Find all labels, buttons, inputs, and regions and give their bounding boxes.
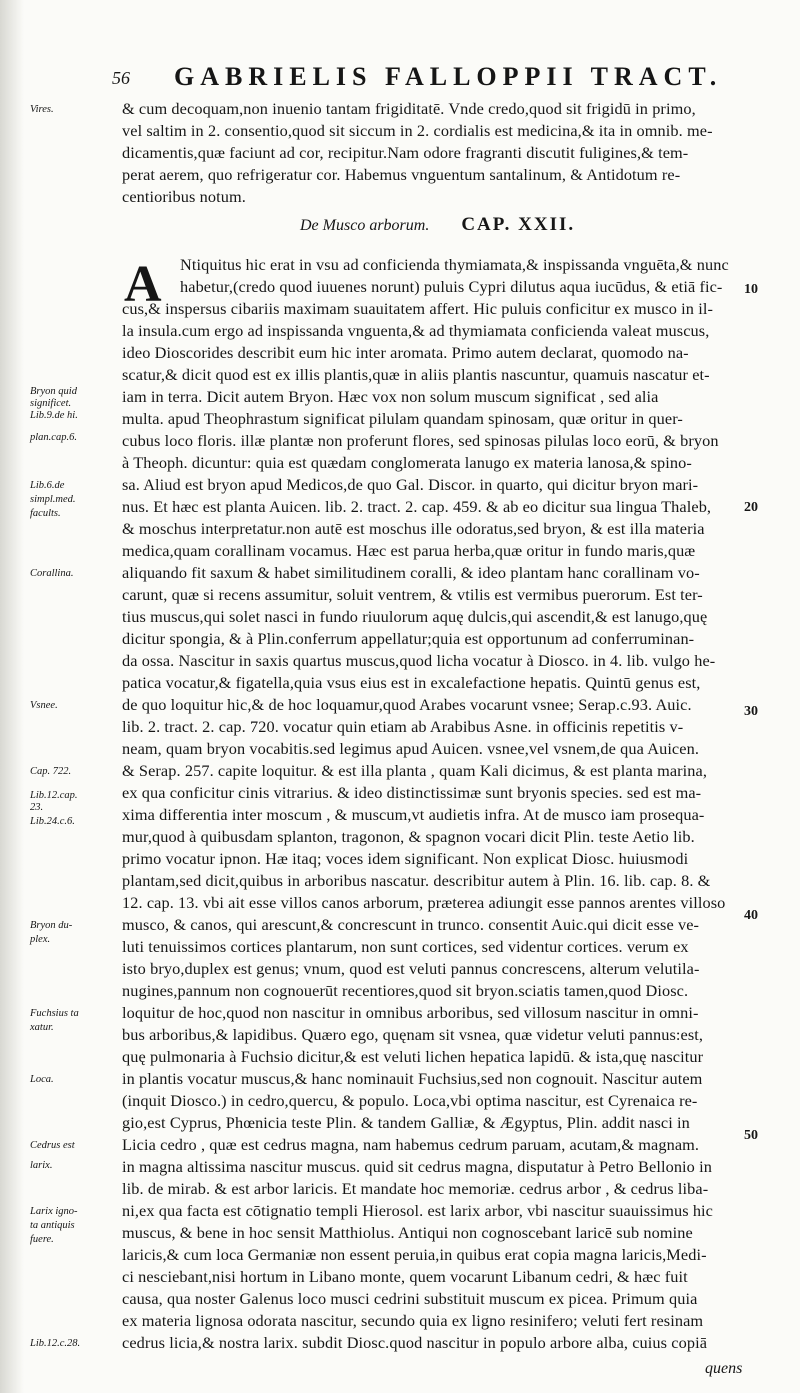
margin-note: Fuchsius ta	[30, 1008, 79, 1019]
margin-note: Loca.	[30, 1074, 54, 1085]
chapter-heading	[300, 214, 600, 240]
text-line: neam, quam bryon vocabitis.sed legimus apud Auicen. vsnee,vel vsnem,de qua Auicen.	[122, 739, 700, 758]
margin-note: Corallina.	[30, 568, 74, 579]
text-line: cubus loco floris. illæ plantæ non proferunt flores, sed spinosas pilulas loco eorū, & bryon	[122, 431, 719, 450]
text-line: plantam,sed dicit,quibus in arboribus nascatur. describitur autem à Plin. 16. lib. cap. 8. &	[122, 871, 711, 890]
line-number: 20	[744, 500, 758, 515]
text-line: habetur,(credo quod iuuenes norunt) puluis Cypri dilutus aqua iucūdus, & etiā fic-	[180, 277, 723, 296]
line-number: 40	[744, 908, 758, 923]
text-line: dicitur spongia, & à Plin.conferrum appellatur;quia est opportunum ad conferruminan-	[122, 629, 695, 648]
margin-note: Lib.12.c.28.	[30, 1338, 81, 1349]
text-line: quę pulmonaria à Fuchsio dicitur,& est veluti lichen hepatica lapidū. & ista,quę nascitur	[122, 1047, 704, 1066]
text-line: cedrus licia,& nostra larix. subdit Diosc.quod nascitur in populo arbore alba, cuius copiā	[122, 1333, 708, 1352]
text-line: gio,est Cyprus, Phœnicia teste Plin. & tandem Galliæ, & Ægyptus, Plin. addit nasci in	[122, 1113, 690, 1132]
text-line: multa. apud Theophrastum significat pilulam quandam spinosam, quæ oritur in quer-	[122, 409, 683, 428]
margin-note: fuere.	[30, 1234, 54, 1245]
text-line: perat aerem, quo refrigeratur cor. Habemus vnguentum santalinum, & Antidotum re-	[122, 165, 681, 184]
text-line: de quo loquitur hic,& de hoc loquamur,quod Arabes vocarunt vsnee; Serap.c.93. Auic.	[122, 695, 692, 714]
text-line: ideo Dioscorides describit eum hic inter aromata. Primo autem declarat, quomodo na-	[122, 343, 689, 362]
margin-note: ta antiquis	[30, 1220, 75, 1231]
text-line: nus. Et hæc est planta Auicen. lib. 2. tract. 2. cap. 459. & ab eo dicitur sua lingua Thaleb,	[122, 497, 712, 516]
text-line: (inquit Diosco.) in cedro,quercu, & populo. Loca,vbi optima nascitur, est Cyrenaica re-	[122, 1091, 698, 1110]
margin-note: xatur.	[30, 1022, 54, 1033]
margin-note: facults.	[30, 508, 61, 519]
text-line: Licia cedro , quæ est cedrus magna, nam habemus cedrum paruam, acutam,& magnam.	[122, 1135, 700, 1154]
text-line: da ossa. Nascitur in saxis quartus muscus,quod licha vocatur à Diosco. in 4. lib. vulgo he-	[122, 651, 716, 670]
text-line: sa. Aliud est bryon apud Medicos,de quo Gal. Discor. in quarto, qui dicitur bryon mari-	[122, 475, 699, 494]
text-line: muscus, & bene in hoc sensit Matthiolus. Antiqui non cognoscebant laricē sub nomine	[122, 1223, 693, 1242]
text-line: loquitur de hoc,quod non nascitur in omnibus arboribus, sed villosum nascitur in omni-	[122, 1003, 699, 1022]
margin-note: Cap. 722.	[30, 766, 72, 777]
margin-note: simpl.med.	[30, 494, 76, 505]
line-number: 10	[744, 282, 758, 297]
text-line: iam in terra. Dicit autem Bryon. Hæc vox non solum muscum significat , sed alia	[122, 387, 659, 406]
text-line: & Serap. 257. capite loquitur. & est illa planta , quam Kali dicimus, & est planta marina,	[122, 761, 708, 780]
text-line: vel saltim in 2. consentio,quod sit siccum in 2. cordialis est medicina,& ita in omnib. me-	[122, 121, 713, 140]
text-line: laricis,& cum loca Germaniæ non essent peruia,in quibus erat copia magna laricis,Medi-	[122, 1245, 707, 1264]
margin-note: plex.	[30, 934, 51, 945]
margin-note: Larix igno-	[30, 1206, 78, 1217]
text-line: dicamentis,quæ faciunt ad cor, recipitur.Nam odore fragranti discutit fuligines,& tem-	[122, 143, 689, 162]
text-line: in magna altissima nascitur muscus. quid sit cedrus magna, disputatur à Petro Bellonio in	[122, 1157, 712, 1176]
text-line: 12. cap. 13. vbi ait esse villos canos arborum, præterea adiungit esse pannos arentes villoso	[122, 893, 726, 912]
margin-note: Bryon quid	[30, 386, 77, 397]
page-number: 56	[112, 68, 130, 88]
drop-cap: A	[124, 256, 162, 313]
text-line: ex materia lignosa odorata nascitur, secundo quia ex ligno resinifero; veluti fert resinam	[122, 1311, 704, 1330]
margin-note: significet.	[30, 398, 72, 409]
text-line: in plantis vocatur muscus,& hanc nominauit Fuchsius,sed non cognouit. Nascitur autem	[122, 1069, 703, 1088]
text-line: tius muscus,qui solet nasci in fundo riuulorum aquę dulcis,qui ascendit,& est lanugo,quę	[122, 607, 708, 626]
margin-note: plan.cap.6.	[30, 432, 77, 443]
text-line: lib. de mirab. & est arbor laricis. Et mandate hoc memoriæ. cedrus arbor , & cedrus liba-	[122, 1179, 709, 1198]
line-number: 50	[744, 1128, 758, 1143]
text-line: centioribus notum.	[122, 187, 246, 206]
text-line: aliquando fit saxum & habet similitudinem coralli, & ideo plantam hanc corallinam vo-	[122, 563, 700, 582]
margin-note: Lib.9.de hi.	[30, 410, 78, 421]
catchword: quens	[705, 1360, 743, 1377]
text-line: Ntiquitus hic erat in vsu ad conficienda thymiamata,& inspissanda vnguēta,& nunc	[180, 255, 729, 274]
text-line: musco, & canos, qui arescunt,& concrescunt in trunco. consentit Auic.qui dicit esse ve-	[122, 915, 700, 934]
text-line: & cum decoquam,non inuenio tantam frigiditatē. Vnde credo,quod sit frigidū in primo,	[122, 99, 696, 118]
text-line: causa, qua noster Galenus loco musci cedrini substituit muscum ex picea. Primum quia	[122, 1289, 698, 1308]
margin-note: 23.	[30, 802, 44, 813]
line-number: 30	[744, 704, 758, 719]
text-line: bus arboribus,& lapidibus. Quæro ego, quęnam sit vsnea, quæ videtur veluti pannus:est,	[122, 1025, 704, 1044]
margin-note: Lib.12.cap.	[30, 790, 78, 801]
margin-note: Vires.	[30, 104, 54, 115]
margin-note: Bryon du-	[30, 920, 73, 931]
chapter-subject: De Musco arborum.	[300, 217, 430, 234]
text-line: patica vocatur,& figatella,quia vsus eius est in excalefactione hepatis. Quintū genus est,	[122, 673, 701, 692]
text-line: nugines,pannum non cognouerūt recentiores,quod sit bryon.sciatis tamen,quod Diosc.	[122, 981, 689, 1000]
text-line: xima differentia inter moscum , & muscum,vt audietis infra. At de musco iam prosequa-	[122, 805, 705, 824]
text-line: la insula.cum ergo ad inspissanda vnguenta,& ad thymiamata conficienda valeat muscus,	[122, 321, 710, 340]
margin-note: Lib.24.c.6.	[30, 816, 75, 827]
text-line: & moschus interpretatur.non autē est moschus ille odoratus,sed bryon, & est illa materia	[122, 519, 705, 538]
text-line: cus,& inspersus cibariis maximam suauitatem affert. Hic puluis conficitur ex musco in il-	[122, 299, 713, 318]
text-line: ni,ex qua facta est cōtignatio templi Hierosol. est larix arbor, vbi nascitur suauissimus hic	[122, 1201, 714, 1220]
text-line: isto bryo,duplex est genus; vnum, quod est veluti pannus concrescens, alterum velutila-	[122, 959, 700, 978]
text-line: medica,quam corallinam vocamus. Hæc est parua herba,quæ oritur in fundo maris,quæ	[122, 541, 696, 560]
margin-note: Cedrus est	[30, 1140, 75, 1151]
text-line: mur,quod à quibusdam splanton, tragonon, & spagnon vocari dicit Plin. teste Aetio lib.	[122, 827, 695, 846]
margin-note: larix.	[30, 1160, 53, 1171]
running-title: GABRIELIS FALLOPPII TRACT.	[174, 62, 723, 91]
text-line: ci nesciebant,nisi hortum in Libano monte, quem vocarunt Libanum cedri, & hæc fuit	[122, 1267, 688, 1286]
margin-note: Vsnee.	[30, 700, 58, 711]
margin-note: Lib.6.de	[30, 480, 65, 491]
text-line: luti tenuissimos cortices plantarum, non sunt cortices, sed videntur cortices. verum ex	[122, 937, 689, 956]
text-line: primo vocatur ipnon. Hæ itaq; voces idem significant. Non explicat Diosc. huiusmodi	[122, 849, 689, 868]
text-line: à Theoph. dicuntur: quia est quædam conglomerata lanugo ex materia lanosa,& spino-	[122, 453, 692, 472]
chapter-number: CAP. XXII.	[461, 214, 576, 235]
text-line: scatur,& dicit quod est ex illis plantis,quæ in aliis plantis nascuntur, quamuis nascatur et-	[122, 365, 710, 384]
text-line: carunt, quæ si recens assumitur, soluit ventrem, & vtilis est vermibus puerorum. Est ter-	[122, 585, 703, 604]
text-line: ex qua conficitur cinis vitrarius. & ideo distinctissimæ sunt bryonis species. sed est ma-	[122, 783, 702, 802]
text-line: lib. 2. tract. 2. cap. 720. vocatur quin etiam ab Arabibus Asne. in officinis repetitis v-	[122, 717, 684, 736]
